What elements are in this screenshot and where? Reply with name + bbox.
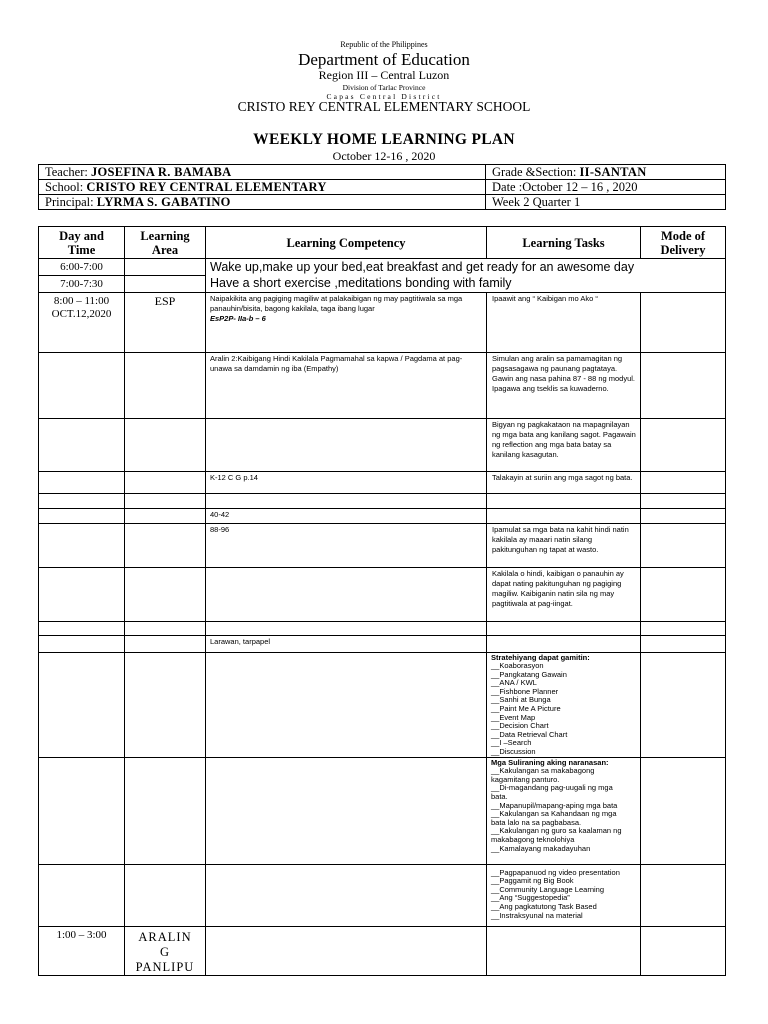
time-cell: 7:00-7:30 <box>39 275 125 292</box>
task-cell <box>487 926 641 975</box>
list-item: kagamitang panturo. <box>491 774 560 784</box>
col-day-time <box>39 227 125 259</box>
area-line: ARALIN <box>138 929 192 944</box>
plan-title: WEEKLY HOME LEARNING PLAN <box>253 131 515 148</box>
area-cell <box>125 635 206 652</box>
time-cell <box>39 523 125 567</box>
mode-cell <box>641 523 726 567</box>
time-cell <box>39 352 125 418</box>
competency-cell <box>206 926 487 975</box>
department-title: Department of Education <box>298 50 470 69</box>
table-row <box>39 864 726 926</box>
list-item: __Kakulangan ng guro sa kaalaman ng <box>491 826 622 836</box>
list-item: __I –Search <box>491 738 532 748</box>
table-row <box>39 471 726 493</box>
list-item: __Pagpapanuod ng video presentation <box>491 867 620 877</box>
grade-label: Grade &Section: <box>492 165 577 179</box>
time-cell <box>39 418 125 471</box>
time-cell <box>39 621 125 635</box>
area-cell <box>125 523 206 567</box>
competency-text: Naipakikita ang pagiging magiliw at palakaibigan ng may pagtitiwala sa mga panauhin/bisita, bagong kakilala, taga ibang lugar <box>210 293 463 313</box>
problems-cell <box>487 757 641 864</box>
mode-cell <box>641 926 726 975</box>
school-label: School: <box>45 180 84 194</box>
list-item: bata. <box>491 792 508 801</box>
table-row <box>39 621 726 635</box>
task-cell: Ipamulat sa mga bata na kahit hindi natin kakilala ay maaari natin silang pakitunguhan ng tapat at wasto. <box>487 523 641 567</box>
area-line: PANLIPU <box>135 959 195 974</box>
col-day-time-line1: Day and <box>59 228 104 243</box>
competency-cell: 88-96 <box>206 523 487 567</box>
task-cell: Ipaawit ang “ Kaibigan mo Ako “ <box>487 292 641 352</box>
table-row <box>39 418 726 471</box>
table-row <box>39 259 726 276</box>
competency-cell: Larawan, tarpapel <box>206 635 487 652</box>
list-item: __Paint Me A Picture <box>491 704 561 714</box>
col-mode-line1: Mode of <box>660 228 706 243</box>
list-item: bata lalo na sa pagbabasa. <box>491 817 582 827</box>
table-row <box>39 567 726 621</box>
task-cell: Simulan ang aralin sa pamamagitan ng pagsasagawa ng paunang pagtataya. Gawin ang nasa pahina 87 - 88 ng modyul. Ipagawa ang tseklis sa kuwaderno. <box>487 352 641 418</box>
area-cell <box>125 418 206 471</box>
competency-cell <box>206 757 487 864</box>
competency-cell <box>206 418 487 471</box>
teacher-label: Teacher: <box>45 165 88 179</box>
task-cell: Bigyan ng pagkakataon na mapagnilayan ng mga bata ang kanilang sagot. Pagawain ng reflection ang mga bata batay sa kanilang kasagutan. <box>487 418 641 471</box>
area-cell <box>125 508 206 523</box>
division-line: Division of Tarlac Province <box>342 83 426 92</box>
list-item: __Di-magandang pag-uugali ng mga <box>491 783 613 793</box>
routine-text: Have a short exercise ,meditations bonding with family <box>206 275 726 292</box>
table-row <box>39 926 726 975</box>
republic-line: Republic of the Philippines <box>340 40 428 49</box>
list-item: __Fishbone Planner <box>491 686 559 696</box>
grade-cell <box>486 165 726 180</box>
list-item: makabagong teknolohiya <box>491 834 575 844</box>
col-mode-line2: Delivery <box>660 242 706 257</box>
region-line: Region III – Central Luzon <box>318 68 450 82</box>
col-day-time-line2: Time <box>67 242 96 257</box>
time-range: 8:00 – 11:00 <box>53 294 110 307</box>
time-cell: 1:00 – 3:00 <box>39 926 125 975</box>
list-item: __Kakulangan sa Kahandaan ng mga <box>491 809 617 819</box>
mode-cell <box>641 471 726 493</box>
info-row-principal <box>39 195 726 210</box>
area-cell: ESP <box>125 292 206 352</box>
competency-cell <box>206 567 487 621</box>
list-item: __Decision Chart <box>491 721 549 731</box>
area-cell <box>125 652 206 757</box>
mode-cell <box>641 652 726 757</box>
info-row-school <box>39 180 726 195</box>
date-cell: Date :October 12 – 16 , 2020 <box>486 180 726 195</box>
time-cell: 6:00-7:00 <box>39 259 125 276</box>
area-cell <box>125 493 206 508</box>
mode-cell <box>641 864 726 926</box>
task-cell: Talakayin at suriin ang mga sagot ng bata. <box>487 471 641 493</box>
col-mode <box>641 227 726 259</box>
table-header-row <box>39 227 726 259</box>
mode-cell <box>641 621 726 635</box>
mode-cell <box>641 635 726 652</box>
list-item: __Instraksyunal na material <box>491 910 583 920</box>
time-cell <box>39 757 125 864</box>
area-cell <box>125 621 206 635</box>
competency-cell: Aralin 2:Kaibigang Hindi Kakilala Pagmamahal sa kapwa / Pagdama at pag-unawa sa damdamin ng iba (Empathy) <box>206 352 487 418</box>
time-cell <box>39 493 125 508</box>
area-cell <box>125 567 206 621</box>
col-competency: Learning Competency <box>206 227 487 259</box>
time-cell <box>39 635 125 652</box>
mode-cell <box>641 567 726 621</box>
table-row <box>39 652 726 757</box>
problems-title: Mga Suliraning aking naranasan: <box>491 757 609 767</box>
area-cell <box>125 926 206 975</box>
area-cell <box>125 471 206 493</box>
task-cell <box>487 508 641 523</box>
district-line: Capas Central District <box>326 92 442 101</box>
col-area-line1: Learning <box>140 228 190 243</box>
mode-cell <box>641 292 726 352</box>
col-learning-area <box>125 227 206 259</box>
col-area-line2: Area <box>151 242 179 257</box>
principal-cell <box>39 195 486 210</box>
principal-name: LYRMA S. GABATINO <box>96 195 231 209</box>
teacher-cell <box>39 165 486 180</box>
competency-cell <box>206 292 487 352</box>
col-tasks: Learning Tasks <box>487 227 641 259</box>
table-row <box>39 292 726 352</box>
table-row <box>39 508 726 523</box>
list-item: __Kamalayang makadayuhan <box>491 843 591 853</box>
principal-label: Principal: <box>45 195 94 209</box>
area-cell <box>125 757 206 864</box>
info-table <box>38 164 726 210</box>
competency-code: EsP2P- IIa-b – 6 <box>210 313 266 323</box>
task-cell <box>487 493 641 508</box>
competency-cell <box>206 621 487 635</box>
list-item: __Ang “Suggestopedia” <box>491 893 570 903</box>
time-cell <box>39 508 125 523</box>
school-name: CRISTO REY CENTRAL ELEMENTARY SCHOOL <box>237 99 531 114</box>
list-item: __Sanhi at Bunga <box>491 695 551 705</box>
list-item: __Kakulangan sa makabagong <box>491 766 595 776</box>
competency-cell <box>206 493 487 508</box>
area-cell <box>125 352 206 418</box>
area-cell <box>125 864 206 926</box>
competency-cell: K-12 C G p.14 <box>206 471 487 493</box>
table-row <box>39 493 726 508</box>
strategies-cell <box>487 652 641 757</box>
table-row <box>39 352 726 418</box>
innovations-cell <box>487 864 641 926</box>
table-row <box>39 757 726 864</box>
time-cell <box>39 864 125 926</box>
plan-table <box>38 226 726 976</box>
task-cell: Kakilala o hindi, kaibigan o panauhin ay dapat nating pakitunguhan ng pagiging magiliw. Kaibiganin natin sila ng may pagtitiwala at pag-iingat. <box>487 567 641 621</box>
list-item: __Pangkatang Gawain <box>491 669 567 679</box>
mode-cell <box>641 757 726 864</box>
competency-cell <box>206 652 487 757</box>
mode-cell <box>641 508 726 523</box>
list-item: __Data Retrieval Chart <box>491 729 568 739</box>
strategies-title: Stratehiyang dapat gamitin: <box>491 652 590 662</box>
table-row <box>39 635 726 652</box>
list-item: __ANA / KWL <box>491 678 537 688</box>
mode-cell <box>641 493 726 508</box>
task-cell <box>487 635 641 652</box>
routine-text: Wake up,make up your bed,eat breakfast and get ready for an awesome day <box>206 259 726 276</box>
info-row-teacher <box>39 165 726 180</box>
week-cell: Week 2 Quarter 1 <box>486 195 726 210</box>
teacher-name: JOSEFINA R. BAMABA <box>90 165 232 179</box>
competency-cell <box>206 864 487 926</box>
area-line: G <box>159 944 171 959</box>
plan-date: October 12-16 , 2020 <box>332 149 436 163</box>
area-cell <box>125 275 206 292</box>
time-cell <box>39 567 125 621</box>
mode-cell <box>641 352 726 418</box>
list-item: __Paggamit ng Big Book <box>491 876 574 886</box>
time-cell <box>39 292 125 352</box>
list-item: __Discussion <box>491 747 536 757</box>
school-cell <box>39 180 486 195</box>
grade-section: II-SANTAN <box>579 165 647 179</box>
mode-cell <box>641 418 726 471</box>
school-value: CRISTO REY CENTRAL ELEMENTARY <box>86 180 327 194</box>
list-item: __Community Language Learning <box>491 884 604 894</box>
date-text: OCT.12,2020 <box>51 307 112 320</box>
time-cell <box>39 652 125 757</box>
time-cell <box>39 471 125 493</box>
table-row <box>39 523 726 567</box>
list-item: __Mapanupil/mapang-aping mga bata <box>491 800 618 810</box>
competency-cell: 40-42 <box>206 508 487 523</box>
table-row <box>39 275 726 292</box>
list-item: __Event Map <box>491 712 536 722</box>
list-item: __Ang pagkatutong Task Based <box>491 902 597 911</box>
task-cell <box>487 621 641 635</box>
list-item: __Koaborasyon <box>491 661 544 671</box>
area-cell <box>125 259 206 276</box>
